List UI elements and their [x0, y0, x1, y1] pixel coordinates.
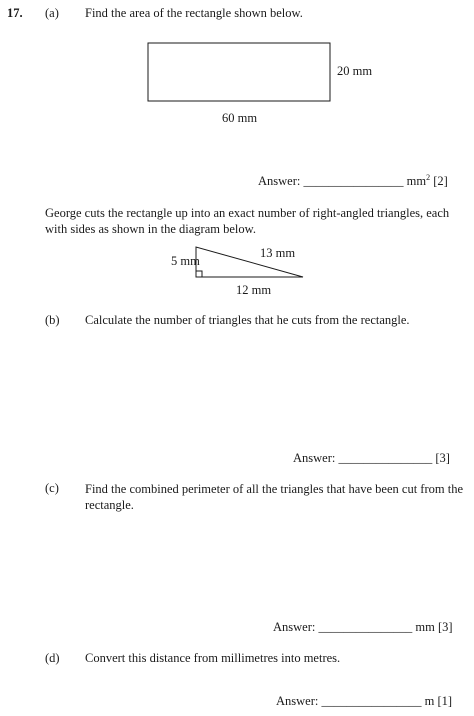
part-d-answer-blank[interactable]: ________________ — [321, 694, 422, 708]
part-c-answer-line — [273, 620, 453, 635]
triangle-side-hypotenuse-label: 13 mm — [260, 246, 296, 260]
triangle-side-base-label: 12 mm — [236, 283, 272, 297]
part-d-label: (d) — [45, 651, 60, 665]
part-d-unit: m — [424, 694, 435, 708]
part-b-answer-line — [293, 451, 450, 466]
part-b-answer-blank[interactable]: _______________ — [338, 451, 433, 465]
part-b-answer-label: Answer: — [293, 451, 336, 465]
part-a-answer-label: Answer: — [258, 174, 301, 188]
part-d-prompt: Convert this distance from millimetres into metres. — [85, 651, 341, 665]
part-c-answer-blank[interactable]: _______________ — [318, 620, 413, 634]
question-number: 17. — [7, 6, 23, 20]
rectangle-height-label: 20 mm — [337, 64, 373, 78]
part-a-unit-power: 2 — [426, 172, 431, 182]
part-a-prompt: Find the area of the rectangle shown below. — [85, 6, 303, 20]
part-a-unit: mm — [406, 174, 427, 188]
intro-paragraph: George cuts the rectangle up into an exact number of right-angled triangles, each with sides as shown in the diagram below. — [45, 206, 450, 236]
part-a-marks: [2] — [433, 174, 448, 188]
part-d-marks: [1] — [437, 694, 453, 708]
part-c-label: (c) — [45, 481, 59, 495]
part-d-answer-label: Answer: — [276, 694, 319, 708]
part-a-answer-blank[interactable]: ________________ — [303, 174, 404, 188]
part-b-label: (b) — [45, 313, 60, 327]
rectangle-width-label: 60 mm — [222, 111, 258, 125]
part-d-answer-line — [276, 694, 452, 709]
part-c-answer-label: Answer: — [273, 620, 316, 634]
part-b-prompt: Calculate the number of triangles that he cuts from the rectangle. — [85, 313, 410, 327]
triangle-side-vertical-label: 5 mm — [171, 254, 200, 268]
part-a-label: (a) — [45, 6, 59, 20]
part-c-unit: mm — [415, 620, 435, 634]
part-b-marks: [3] — [435, 451, 450, 465]
part-c-prompt: Find the combined perimeter of all the triangles that have been cut from the rectangle. — [85, 482, 463, 512]
right-angle-marker — [196, 271, 202, 277]
part-c-marks: [3] — [437, 620, 453, 634]
